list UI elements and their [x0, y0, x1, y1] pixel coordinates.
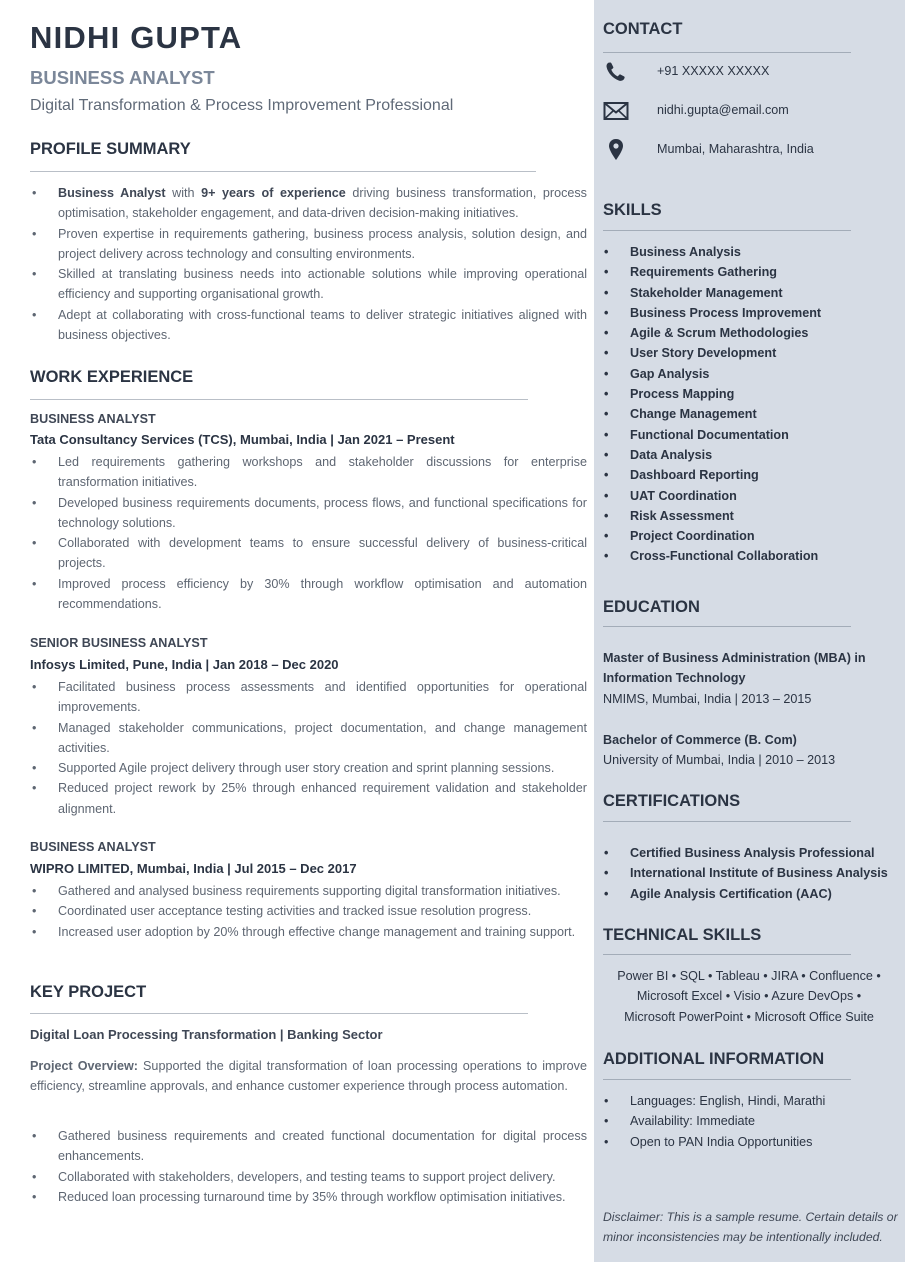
candidate-tagline: Digital Transformation & Process Improvement Professional	[30, 97, 454, 114]
envelope-icon	[603, 99, 629, 123]
section-divider	[603, 821, 851, 822]
job-organization: WIPRO LIMITED, Mumbai, India | Jul 2015 – Dec 2017	[30, 861, 357, 876]
list-item: • Data Analysis	[603, 445, 898, 465]
list-item: • Gathered business requirements and created functional documentation for digital process enhancements.	[30, 1126, 587, 1167]
contact-phone	[603, 60, 893, 84]
list-item: • Dashboard Reporting	[603, 465, 898, 485]
section-divider	[603, 1079, 851, 1080]
sidebar	[594, 0, 905, 1262]
disclaimer-note: Disclaimer: This is a sample resume. Certain details or minor inconsistencies may be intentionally included.	[603, 1210, 898, 1244]
skills-list	[603, 242, 898, 567]
list-item: • Stakeholder Management	[603, 283, 898, 303]
list-item: • Reduced project rework by 25% through enhanced requirement validation and stakeholder alignment.	[30, 778, 587, 819]
list-item: • Collaborated with development teams to ensure successful delivery of business-critical projects.	[30, 533, 587, 574]
key-project-heading: KEY PROJECT	[30, 983, 147, 1001]
list-item: • Facilitated business process assessments and identified opportunities for operational improvements.	[30, 677, 587, 718]
list-item: • Skilled at translating business needs into actionable solutions while improving operational efficiency and supporting organisational growth.	[30, 264, 587, 305]
job-organization: Tata Consultancy Services (TCS), Mumbai, India | Jan 2021 – Present	[30, 432, 455, 447]
list-item: • Change Management	[603, 404, 898, 424]
technical-skills-line: Microsoft Excel • Visio • Azure DevOps •	[636, 989, 862, 1004]
list-item: • Gathered and analysed business requirements supporting digital transformation initiatives.	[30, 881, 587, 901]
technical-skills-line: Microsoft PowerPoint • Microsoft Office Suite	[624, 1009, 874, 1024]
list-item: • Project Coordination	[603, 526, 898, 546]
phone-number: +91 XXXXX XXXXX	[657, 64, 770, 78]
job-duties-list	[30, 881, 587, 942]
list-item: • Collaborated with stakeholders, developers, and testing teams to support project delivery.	[30, 1167, 587, 1187]
list-item: • Gap Analysis	[603, 364, 898, 384]
list-item: • Proven expertise in requirements gathering, business process analysis, solution design, and project delivery across technology and consulting environments.	[30, 224, 587, 265]
list-item: • Functional Documentation	[603, 425, 898, 445]
section-divider	[30, 1013, 528, 1014]
list-item: • UAT Coordination	[603, 486, 898, 506]
list-item: • Improved process efficiency by 30% through workflow optimisation and automation recommendations.	[30, 574, 587, 615]
list-item: • Requirements Gathering	[603, 262, 898, 282]
project-title: Digital Loan Processing Transformation | Banking Sector	[30, 1027, 383, 1042]
list-item: • Coordinated user acceptance testing activities and tracked issue resolution progress.	[30, 901, 587, 921]
list-item: • Risk Assessment	[603, 506, 898, 526]
additional-information-heading: ADDITIONAL INFORMATION	[603, 1050, 825, 1068]
job-title: BUSINESS ANALYST	[30, 840, 156, 854]
job-title: SENIOR BUSINESS ANALYST	[30, 636, 208, 650]
skills-heading: SKILLS	[603, 201, 662, 219]
education-entry	[603, 648, 893, 709]
section-divider	[603, 230, 851, 231]
profile-summary-list	[30, 183, 587, 345]
list-item: • Increased user adoption by 20% through effective change management and training support.	[30, 922, 587, 942]
education-heading: EDUCATION	[603, 598, 700, 616]
list-item: • Developed business requirements documents, process flows, and functional specifications for technology solutions.	[30, 493, 587, 534]
list-item: • Adept at collaborating with cross-functional teams to deliver strategic initiatives aligned with business objectives.	[30, 305, 587, 346]
candidate-role: BUSINESS ANALYST	[30, 67, 215, 88]
list-item: • International Institute of Business Analysis	[603, 863, 898, 883]
section-divider	[603, 954, 851, 955]
institution: NMIMS, Mumbai, India | 2013 – 2015	[603, 691, 812, 706]
job-duties-list	[30, 677, 587, 819]
contact-email	[603, 99, 893, 123]
technical-skills-line: Power BI • SQL • Tableau • JIRA • Confluence •	[617, 969, 881, 983]
education-entry	[603, 730, 893, 771]
list-item: • Led requirements gathering workshops and stakeholder discussions for enterprise transformation initiatives.	[30, 452, 587, 493]
contact-location	[603, 138, 893, 162]
list-item: • Open to PAN India Opportunities	[603, 1132, 898, 1152]
section-divider	[603, 626, 851, 627]
list-item: • Business Analysis	[603, 242, 898, 262]
certifications-heading: CERTIFICATIONS	[603, 792, 741, 810]
contact-heading: CONTACT	[603, 20, 683, 38]
list-item: • Supported Agile project delivery through user story creation and sprint planning sessions.	[30, 758, 587, 778]
project-highlights-list	[30, 1126, 587, 1207]
degree-title: Master of Business Administration (MBA) in Information Technology	[603, 651, 866, 686]
technical-skills-heading: TECHNICAL SKILLS	[603, 926, 762, 944]
job-duties-list	[30, 452, 587, 614]
list-item: • Agile & Scrum Methodologies	[603, 323, 898, 343]
degree-title: Bachelor of Commerce (B. Com)	[603, 733, 797, 747]
candidate-name: NIDHI GUPTA	[30, 20, 243, 55]
section-divider	[30, 399, 528, 400]
phone-icon	[603, 60, 629, 84]
list-item: • Availability: Immediate	[603, 1111, 898, 1131]
project-overview: Project Overview: Supported the digital transformation of loan processing operations to improve efficiency, streamline approvals, and enhance customer experience through process automation.	[30, 1059, 587, 1094]
certifications-list	[603, 843, 898, 904]
list-item: • Languages: English, Hindi, Marathi	[603, 1091, 898, 1111]
institution: University of Mumbai, India | 2010 – 2013	[603, 753, 836, 768]
work-experience-heading: WORK EXPERIENCE	[30, 368, 194, 386]
list-item: • Process Mapping	[603, 384, 898, 404]
map-pin-icon	[603, 138, 629, 162]
section-divider	[603, 52, 851, 53]
list-item: • Business Process Improvement	[603, 303, 898, 323]
section-divider	[30, 171, 536, 172]
job-organization: Infosys Limited, Pune, India | Jan 2018 – Dec 2020	[30, 657, 339, 672]
technical-skills-text	[603, 966, 895, 1027]
additional-information-list	[603, 1091, 898, 1152]
job-title: BUSINESS ANALYST	[30, 412, 156, 426]
list-item: • Reduced loan processing turnaround time by 35% through workflow optimisation initiatives.	[30, 1187, 587, 1207]
list-item: • Managed stakeholder communications, project documentation, and change management activities.	[30, 718, 587, 759]
list-item: • Cross-Functional Collaboration	[603, 546, 898, 566]
list-item: • Business Analyst with 9+ years of experience driving business transformation, process optimisation, stakeholder engagement, and data-driven decision-making initiatives.	[30, 183, 587, 224]
list-item: • Agile Analysis Certification (AAC)	[603, 884, 898, 904]
email-address: nidhi.gupta@email.com	[657, 103, 789, 117]
location: Mumbai, Maharashtra, India	[657, 142, 814, 156]
list-item: • Certified Business Analysis Professional	[603, 843, 898, 863]
list-item: • User Story Development	[603, 343, 898, 363]
profile-summary-heading: PROFILE SUMMARY	[30, 140, 191, 158]
